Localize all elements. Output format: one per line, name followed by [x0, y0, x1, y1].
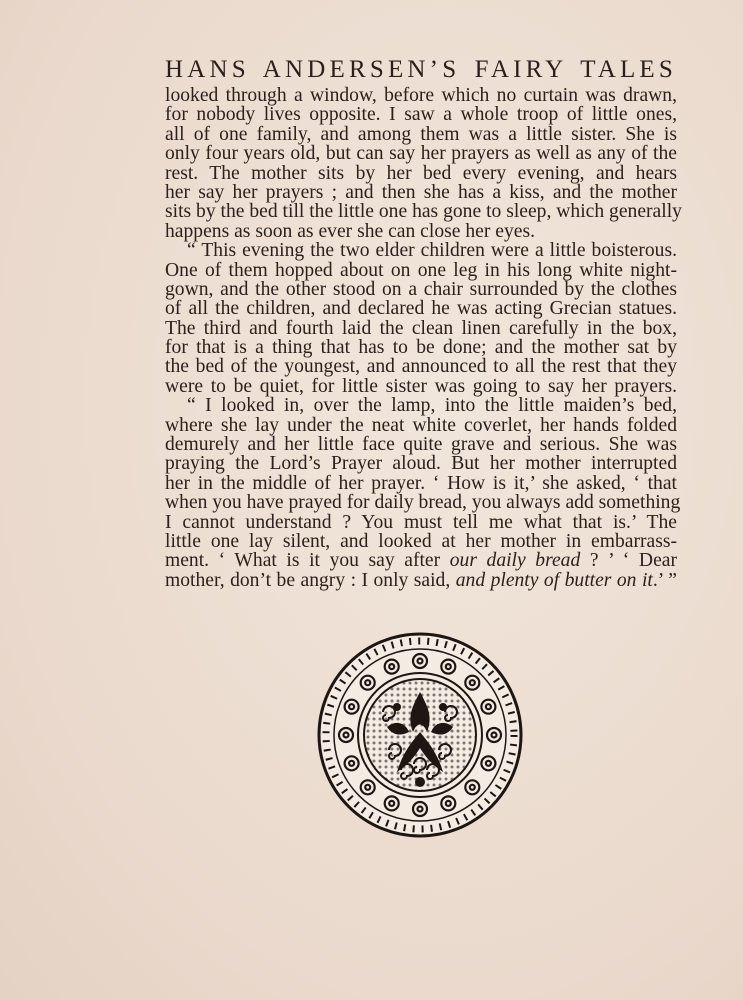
text-line: only four years old, but can say her prayers as well as any of the [165, 143, 677, 165]
text-line: gown, and the other stood on a chair surrounded by the clothes [165, 278, 677, 300]
text-line: where she lay under the neat white coverlet, her hands folded [165, 414, 677, 436]
running-head: HANS ANDERSEN’S FAIRY TALES [165, 56, 677, 83]
text-line: rest. The mother sits by her bed every evening, and hears [165, 162, 677, 184]
text-line: all of one family, and among them was a little sister. She is [165, 123, 677, 145]
text-line: little one lay silent, and looked at her mother in embarrass- [165, 530, 677, 552]
text-line: were to be quiet, for little sister was going to say her prayers. [165, 375, 677, 397]
text-line: her say her prayers ; and then she has a kiss, and the mother [165, 181, 677, 203]
text-line: happens as soon as ever she can close her eyes. [165, 220, 535, 242]
text-line: demurely and her little face quite grave and serious. She was [165, 434, 677, 456]
text-line: her in the middle of her prayer. ‘ How is it,’ she asked, ‘ that [165, 472, 677, 494]
italic-text: and plenty of butter on it [455, 569, 653, 591]
text-line: for that is a thing that has to be done; and the mother sat by [165, 337, 677, 359]
text-line: for nobody lives opposite. I saw a whole troop of little ones, [165, 104, 677, 126]
text-segment: ment. ‘ What is it you say after [165, 550, 450, 572]
text-line: One of them hopped about on one leg in his long white night- [165, 259, 677, 281]
text-line: when you have prayed for daily bread, you always add something [165, 492, 681, 514]
text-line: praying the Lord’s Prayer aloud. But her mother interrupted [165, 453, 677, 475]
text-line: sits by the bed till the little one has gone to sleep, which generally [165, 201, 682, 223]
text-segment: .’ ” [652, 569, 677, 591]
text-line [165, 551, 677, 570]
italic-text: our daily bread [449, 550, 581, 572]
text-line: I cannot understand ? You must tell me what that is.’ The [165, 511, 677, 533]
text-line [165, 571, 677, 590]
text-line: of all the children, and declared he was acting Grecian statues. [165, 298, 677, 320]
text-line: “ This evening the two elder children were a little boisterous. [187, 240, 677, 262]
body-text [165, 85, 682, 591]
text-line: looked through a window, before which no curtain was drawn, [165, 85, 677, 106]
text-line: “ I looked in, over the lamp, into the little maiden’s bed, [187, 395, 677, 417]
circular-ornament [317, 632, 523, 838]
text-segment: mother, don’t be angry : I only said, [165, 569, 456, 591]
text-line: The third and fourth laid the clean linen carefully in the box, [165, 317, 677, 339]
text-segment: ? ’ ‘ Dear [580, 550, 677, 572]
text-line: the bed of the youngest, and announced to all the rest that they [165, 356, 677, 378]
